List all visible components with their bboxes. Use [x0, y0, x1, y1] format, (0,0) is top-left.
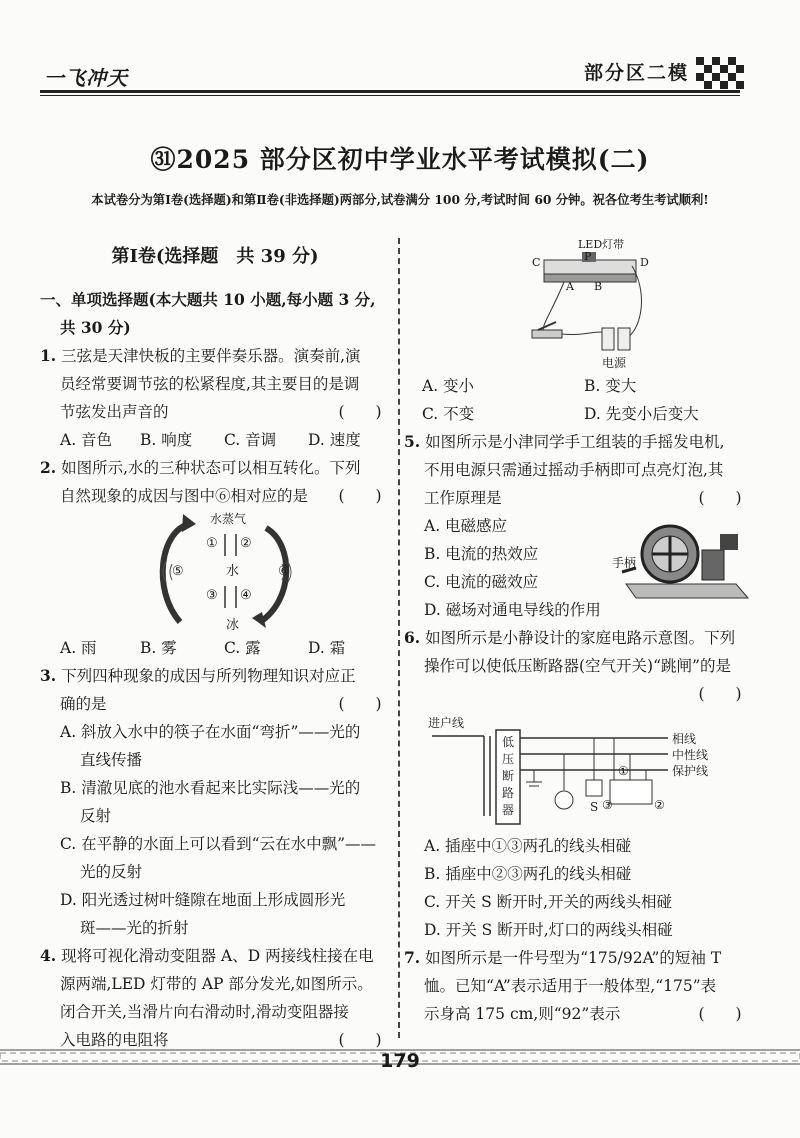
answer-paren: ( ): [698, 489, 742, 507]
question-4-options: [404, 400, 760, 428]
label-handle: 手柄: [612, 556, 637, 570]
hand-generator-image: [616, 514, 752, 604]
answer-paren: ( ): [338, 695, 382, 713]
label-b: B: [594, 280, 603, 293]
question-4-options: [404, 372, 760, 400]
question-1-line: [40, 398, 390, 426]
question-1-line: [40, 342, 390, 370]
question-text: 工作原理是: [424, 489, 502, 507]
question-6-line: 操作可以使低压断路器(空气开关)“跳闸”的是: [424, 657, 731, 675]
part-title: 第Ⅰ卷(选择题 共 39 分): [111, 246, 319, 267]
question-1-options: [40, 426, 390, 454]
question-text: 如图所示是一件号型为“175/92A”的短袖 T: [425, 949, 722, 967]
question-4-line: 闭合开关,当滑片向右滑动时,滑动变阻器接: [60, 1003, 349, 1021]
question-number: 5.: [404, 432, 421, 451]
answer-paren: ( ): [338, 403, 382, 421]
brand-logo-text: 一飞冲天: [44, 66, 128, 90]
label-socket-3: ③: [602, 798, 613, 812]
option: B. 响度: [140, 431, 193, 449]
breaker-char: 断: [501, 769, 514, 783]
exam-notice: 本试卷分为第Ⅰ卷(选择题)和第Ⅱ卷(非选择题)两部分,试卷满分 100 分,考试时间 60 分钟。祝各位考生考试顺利!: [91, 192, 709, 207]
home-circuit-figure: [404, 708, 760, 832]
option: C. 在平静的水面上可以看到“云在水中飘”——: [60, 835, 377, 853]
water-cycle-diagram: [40, 510, 390, 634]
question-number: 2.: [40, 458, 57, 477]
checker-decoration: [696, 57, 744, 89]
option-cont: 直线传播: [80, 751, 143, 769]
label-socket-2: ②: [654, 798, 665, 812]
label-2: ②: [240, 536, 252, 551]
generator-figure: [612, 514, 752, 604]
header-rule-thin: [40, 95, 740, 96]
option: B. 变大: [584, 377, 637, 395]
answer-paren: ( ): [338, 487, 382, 505]
question-number: 1.: [40, 346, 57, 365]
header-rule: [40, 90, 740, 93]
label-4: ④: [240, 588, 252, 603]
question-number: 7.: [404, 948, 421, 967]
question-number: 6.: [404, 628, 421, 647]
question-4-line: [40, 942, 390, 970]
option: D. 磁场对通电导线的作用: [424, 601, 601, 619]
page-title: ㉛2025 部分区初中学业水平考试模拟(二): [150, 145, 650, 174]
option: D. 先变小后变大: [584, 405, 699, 423]
question-2-line: [40, 482, 390, 510]
label-6: ⑥: [278, 564, 290, 579]
question-4-line: 源两端,LED 灯带的 AP 部分发光,如图所示。: [60, 975, 373, 993]
label-p: P: [584, 250, 592, 263]
question-text: 节弦发出声音的: [60, 403, 169, 421]
question-text: 示身高 175 cm,则“92”表示: [424, 1005, 621, 1023]
label-d: D: [640, 256, 649, 269]
rheostat-circuit-diagram: [520, 236, 680, 372]
option-cont: 斑——光的折射: [80, 919, 189, 937]
question-5-options: [404, 512, 760, 624]
option: A. 变小: [422, 377, 475, 395]
option: C. 露: [224, 639, 261, 657]
option-cont: 反射: [80, 807, 112, 825]
label-a: A: [566, 280, 574, 293]
question-3-line: [40, 690, 390, 718]
option: C. 不变: [422, 405, 475, 423]
section-heading-cont: 共 30 分): [60, 318, 131, 337]
option: B. 清澈见底的池水看起来比实际浅——光的: [60, 779, 361, 797]
question-7-line: [404, 1000, 760, 1028]
question-1-line: 员经常要调节弦的松紧程度,其主要目的是调: [60, 375, 360, 393]
option: D. 开关 S 断开时,灯口的两线头相碰: [424, 921, 673, 939]
label-1: ①: [206, 536, 218, 551]
option: C. 音调: [224, 431, 277, 449]
breaker-char: 路: [501, 786, 514, 800]
option: D. 阳光透过树叶缝隙在地面上形成圆形光: [60, 891, 346, 909]
question-text: 确的是: [60, 695, 107, 713]
question-text: 现将可视化滑动变阻器 A、D 两接线柱接在电: [61, 947, 374, 965]
question-text: 入电路的电阻将: [60, 1031, 169, 1049]
label-ground: 保护线: [672, 764, 709, 778]
option: C. 开关 S 断开时,开关的两线头相碰: [424, 893, 673, 911]
answer-paren: ( ): [338, 1031, 382, 1049]
question-3-line: [40, 662, 390, 690]
question-2-line: [40, 454, 390, 482]
option: B. 电流的热效应: [424, 545, 539, 563]
label-5: ⑤: [172, 564, 184, 579]
answer-paren: ( ): [698, 1005, 742, 1023]
question-6-line: [404, 624, 760, 652]
label-switch: S: [590, 800, 599, 814]
question-7-line: 恤。已知“A”表示适用于一般体型,“175”表: [424, 977, 717, 995]
question-text: 如图所示是小津同学手工组装的手摇发电机,: [425, 433, 725, 451]
breaker-char: 压: [501, 752, 514, 766]
rheostat-figure: [520, 236, 680, 372]
option-cont: 光的反射: [80, 863, 143, 881]
breaker-label: [500, 734, 516, 819]
question-5-line: [404, 484, 760, 512]
option: A. 雨: [60, 639, 97, 657]
breaker-char: 低: [501, 735, 514, 749]
question-2-options: [40, 634, 390, 662]
label-neutral: 中性线: [672, 748, 709, 762]
label-live: 相线: [672, 732, 697, 746]
option: B. 雾: [140, 639, 177, 657]
label-3: ③: [206, 588, 218, 603]
option: C. 电流的磁效应: [424, 573, 539, 591]
label-power: 电源: [602, 356, 627, 370]
answer-paren: ( ): [698, 685, 742, 703]
question-text: 自然现象的成因与图中⑥相对应的是: [60, 487, 309, 505]
option: D. 霜: [308, 639, 346, 657]
right-column: [404, 372, 760, 1028]
question-text: 如图所示是小静设计的家庭电路示意图。下列: [425, 629, 736, 647]
water-states-figure: [40, 510, 390, 634]
question-5-line: 不用电源只需通过摇动手柄即可点亮灯泡,其: [424, 461, 724, 479]
page-number: 179: [380, 1050, 420, 1072]
series-label: 部分区二模: [584, 62, 690, 84]
label-vapor: 水蒸气: [210, 512, 247, 526]
breaker-char: 器: [501, 803, 514, 817]
question-number: 4.: [40, 946, 57, 965]
question-text: 如图所示,水的三种状态可以相互转化。下列: [61, 459, 361, 477]
column-divider: [398, 238, 400, 1038]
label-socket-1: ①: [618, 764, 629, 778]
option: A. 电磁感应: [424, 517, 508, 535]
option: D. 速度: [308, 431, 361, 449]
left-column: [40, 242, 390, 1054]
label-led: LED灯带: [578, 238, 625, 251]
option: A. 斜放入水中的筷子在水面“弯折”——光的: [60, 723, 361, 741]
option: A. 插座中①③两孔的线头相碰: [424, 837, 632, 855]
label-ice: 冰: [226, 618, 240, 633]
option: A. 音色: [60, 431, 113, 449]
question-7-line: [404, 944, 760, 972]
label-service-line: 进户线: [428, 716, 465, 730]
label-c: C: [532, 256, 541, 269]
question-5-line: [404, 428, 760, 456]
question-text: 三弦是天津快板的主要伴奏乐器。演奏前,演: [61, 347, 361, 365]
question-number: 3.: [40, 666, 57, 685]
question-text: 下列四种现象的成因与所列物理知识对应正: [61, 667, 356, 685]
question-6-line: [404, 680, 760, 708]
section-heading: 一、单项选择题(本大题共 10 小题,每小题 3 分,: [40, 290, 376, 309]
option: B. 插座中②③两孔的线头相碰: [424, 865, 632, 883]
label-water: 水: [226, 564, 240, 579]
